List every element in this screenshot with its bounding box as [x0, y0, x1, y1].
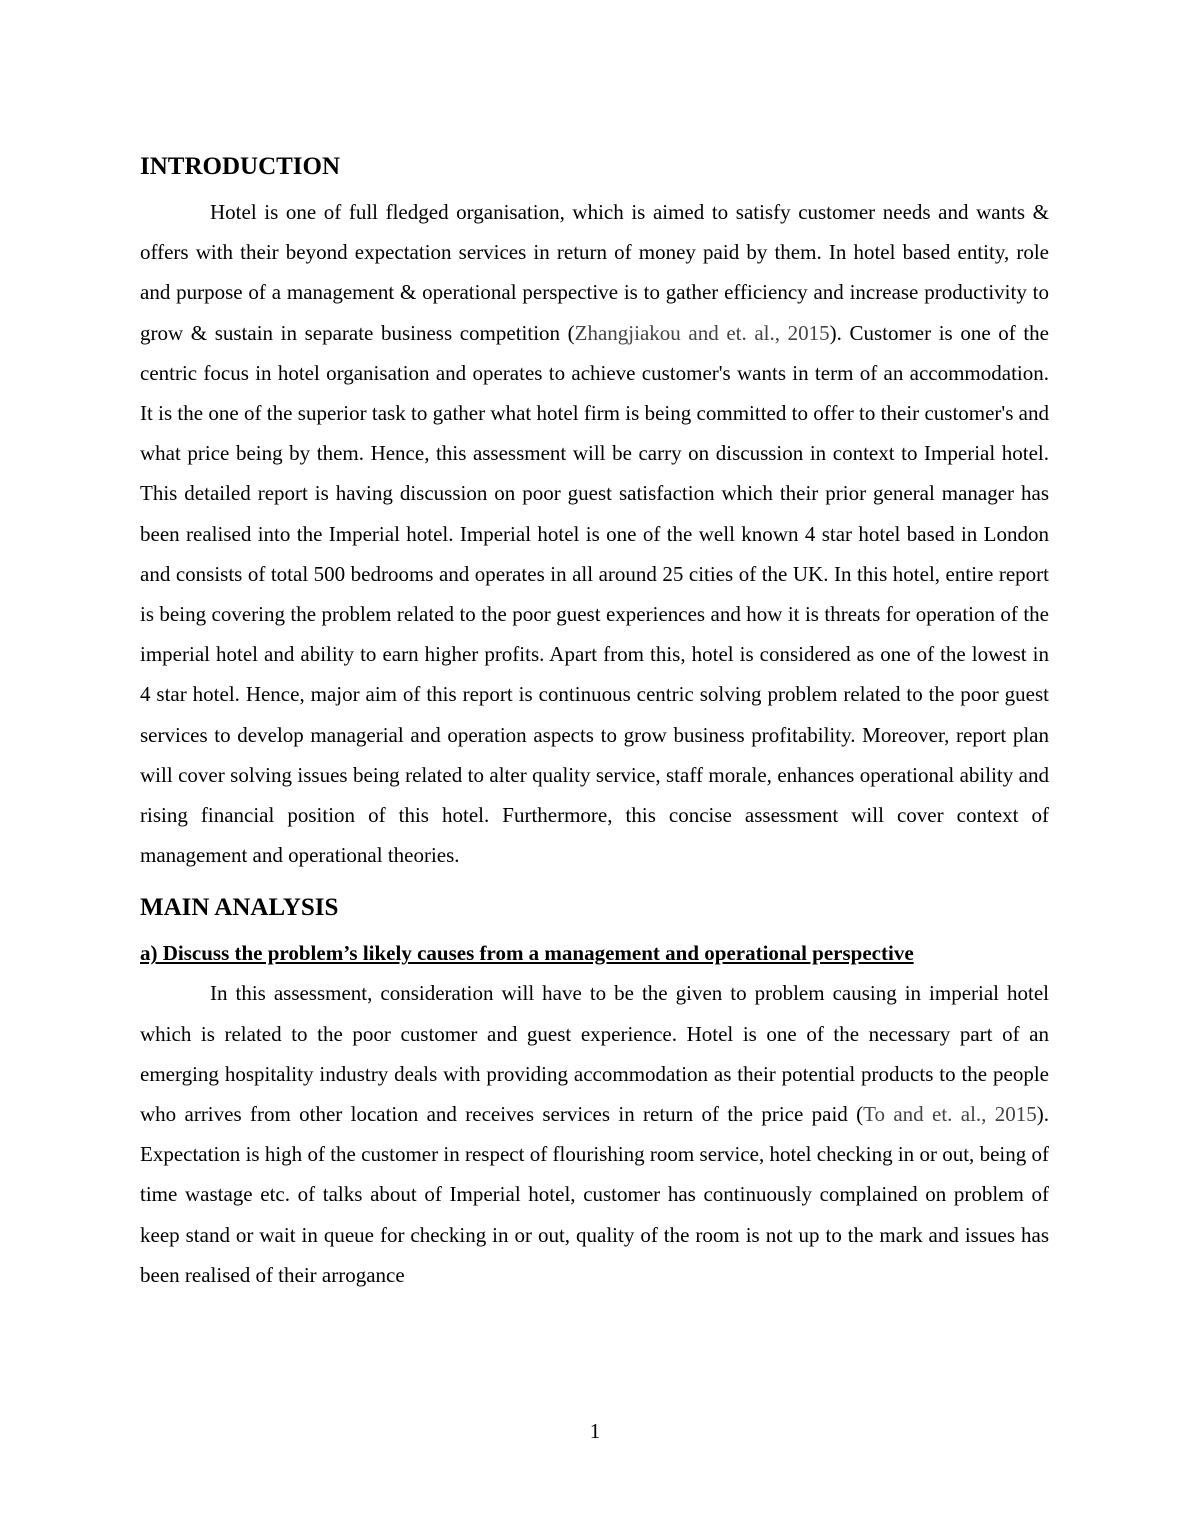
introduction-citation: Zhangjiakou and et. al., 2015 [574, 320, 830, 345]
analysis-paragraph [140, 973, 1049, 1295]
introduction-text-part2: ). Customer is one of the centric focus in hotel organisation and operates to achieve customer's wants in term of an accommodation. It is the one of the superior task to gather what hotel firm is being committed to offer to their customer's and what price being by them. Hence, this assessment will be carry on discussion in context to Imperial hotel. This detailed report is having discussion on poor guest satisfaction which their prior general manager has been realised into the Imperial hotel. Imperial hotel is one of the well known 4 star hotel based in London and consists of total 500 bedrooms and operates in all around 25 cities of the UK. In this hotel, entire report is being covering the problem related to the poor guest experiences and how it is threats for operation of the imperial hotel and ability to earn higher profits. Apart from this, hotel is considered as one of the lowest in 4 star hotel. Hence, major aim of this report is continuous centric solving problem related to the poor guest services to develop managerial and operation aspects to grow business profitability. Moreover, report plan will cover solving issues being related to alter quality service, staff morale, enhances operational ability and rising financial position of this hotel. Furthermore, this concise assessment will cover context of management and operational theories. [140, 320, 1049, 868]
analysis-text-part2: ). Expectation is high of the customer in respect of flourishing room service, hotel checking in or out, being of time wastage etc. of talks about of Imperial hotel, customer has continuously complained on problem of keep stand or wait in queue for checking in or out, quality of the room is not up to the mark and issues has been realised of their arrogance [140, 1102, 1049, 1287]
question-a-subheading: a) Discuss the problem’s likely causes from a management and operational perspective [140, 941, 914, 966]
page-number: 1 [589, 1419, 601, 1443]
analysis-text-part1: In this assessment, consideration will have to be the given to problem causing in imperial hotel which is related to the poor customer and guest experience. Hotel is one of the necessary part of an emerging hospitality industry deals with providing accommodation as their potential products to the people who arrives from other location and receives services in return of the price paid ( [140, 981, 1049, 1127]
introduction-text-part1: Hotel is one of full fledged organisation, which is aimed to satisfy customer needs and wants & offers with their beyond expectation services in return of money paid by them. In hotel based entity, role and purpose of a management & operational perspective is to gather efficiency and increase productivity to grow & sustain in separate business competition ( [140, 200, 1049, 345]
main-analysis-heading: MAIN ANALYSIS [140, 894, 339, 922]
introduction-paragraph [140, 192, 1049, 875]
analysis-citation: To and et. al., 2015 [863, 1102, 1037, 1127]
page-content [140, 150, 1049, 1295]
introduction-heading: INTRODUCTION [140, 153, 341, 180]
